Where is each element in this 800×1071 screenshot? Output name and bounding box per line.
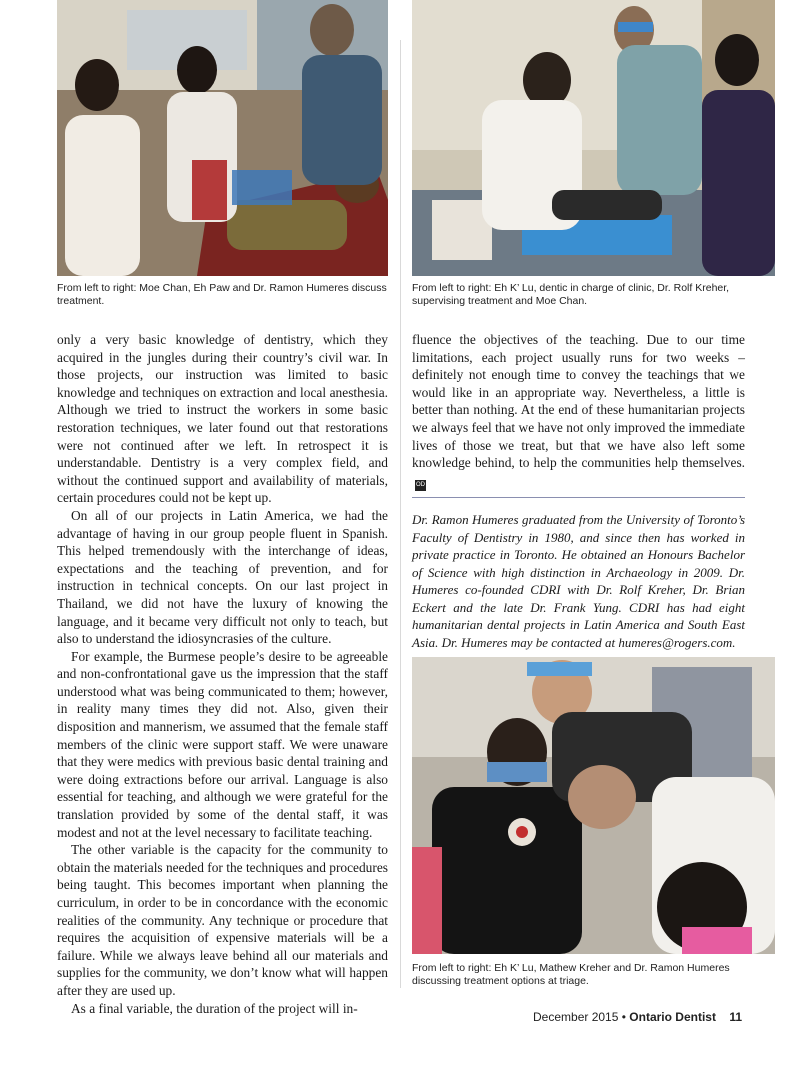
article-column-left xyxy=(57,331,388,1017)
photo-supervising-treatment xyxy=(412,0,775,276)
article-paragraph: The other variable is the capacity for the community to obtain the materials needed for the techniques and procedures being taught. This becomes important when planning the curriculum, in order to be in concordance with the economic realities of the community. Any technique or procedure that requires the acquisition of expensive materials will be a failure. While we always leave behind all our materials and supplies for the community, we don’t know what will happen after they are used up. xyxy=(57,842,388,998)
column-divider xyxy=(400,40,401,988)
article-column-right xyxy=(412,331,745,491)
article-paragraph: For example, the Burmese people’s desire to be agreeable and non-confrontational gave us the impression that the staff understood what was being communicated to them; however, in reality many times they did not. Also, given their disposition and mannerism, we assumed that the female staff members of the clinic were support staff. We were unaware that they were medics with previous basic dental training and were doing extractions before our arrival. Language is also essential for teaching, and although we were grateful for the translation provided by some of the dental staff, it was modest and not at the level necessary to facilitate teaching. xyxy=(57,648,388,840)
photo-triage-discussion xyxy=(412,657,775,954)
end-of-article-mark: OD xyxy=(415,480,426,491)
footer-bullet: • xyxy=(621,1010,626,1024)
bio-divider xyxy=(412,497,745,498)
magazine-name: Ontario Dentist xyxy=(629,1010,716,1024)
article-paragraph: only a very basic knowledge of dentistry, which they acquired in the jungles during their country’s civil war. In those projects, our instruction was limited to basic knowledge and techniques on extraction and local anesthesia. Although we tried to instruct the workers in some basic restoration techniques, we later found out that restorations were not continued after we left. In retrospect it is understandable. Dentistry is a very complex field, and without the continued support and availability of materials, certain procedures could not be kept up. xyxy=(57,332,388,506)
photo-caption: From left to right: Moe Chan, Eh Paw and Dr. Ramon Humeres discuss treatment. xyxy=(57,282,387,307)
photo-caption: From left to right: Eh K’ Lu, dentic in charge of clinic, Dr. Rolf Kreher, supervising treatment and Moe Chan. xyxy=(412,282,730,307)
article-paragraph: As a final variable, the duration of the project will in- xyxy=(71,1000,358,1016)
photo-clinic-treatment xyxy=(57,0,388,276)
article-paragraph: fluence the objectives of the teaching. Due to our time limitations, each project usually runs for two weeks – definitely not enough time to convey the teachings that we would like in an appropriate way. Nevertheless, a little is better than nothing. At the end of these humanitarian projects we always feel that we have not only improved the immediate lives of those we treat, but that we have also left some knowledge behind, to help the communities help themselves. xyxy=(412,332,745,471)
author-bio: Dr. Ramon Humeres graduated from the University of Toronto’s Faculty of Dentistry in 1980, and since then has worked in private practice in Toronto. He obtained an Honours Bachelor of Science with high distinction in Archaeology in 2009. Dr. Humeres co-founded CDRI with Dr. Rolf Kreher, Dr. Brian Eckert and the late Dr. Frank Yung. CDRI has had eight humanitarian dental projects in Latin America and South East Asia. Dr. Humeres may be contacted at humeres@rogers.com. xyxy=(412,512,745,650)
issue-date: December 2015 xyxy=(533,1010,619,1024)
photo-caption: From left to right: Eh K’ Lu, Mathew Kreher and Dr. Ramon Humeres discussing treatment options at triage. xyxy=(412,962,730,987)
article-paragraph: On all of our projects in Latin America, we had the advantage of having in our group people fluent in Spanish. This helped tremendously with the interchange of ideas, expectations and the teaching of prevention, and for instruction in technical concepts. On our last project in Thailand, we did not have the luxury of knowing the language, and it became very difficult not only to teach, but also to understand the idiosyncrasies of the culture. xyxy=(57,507,388,647)
page-number: 11 xyxy=(729,1010,742,1024)
page-footer xyxy=(533,1010,742,1024)
